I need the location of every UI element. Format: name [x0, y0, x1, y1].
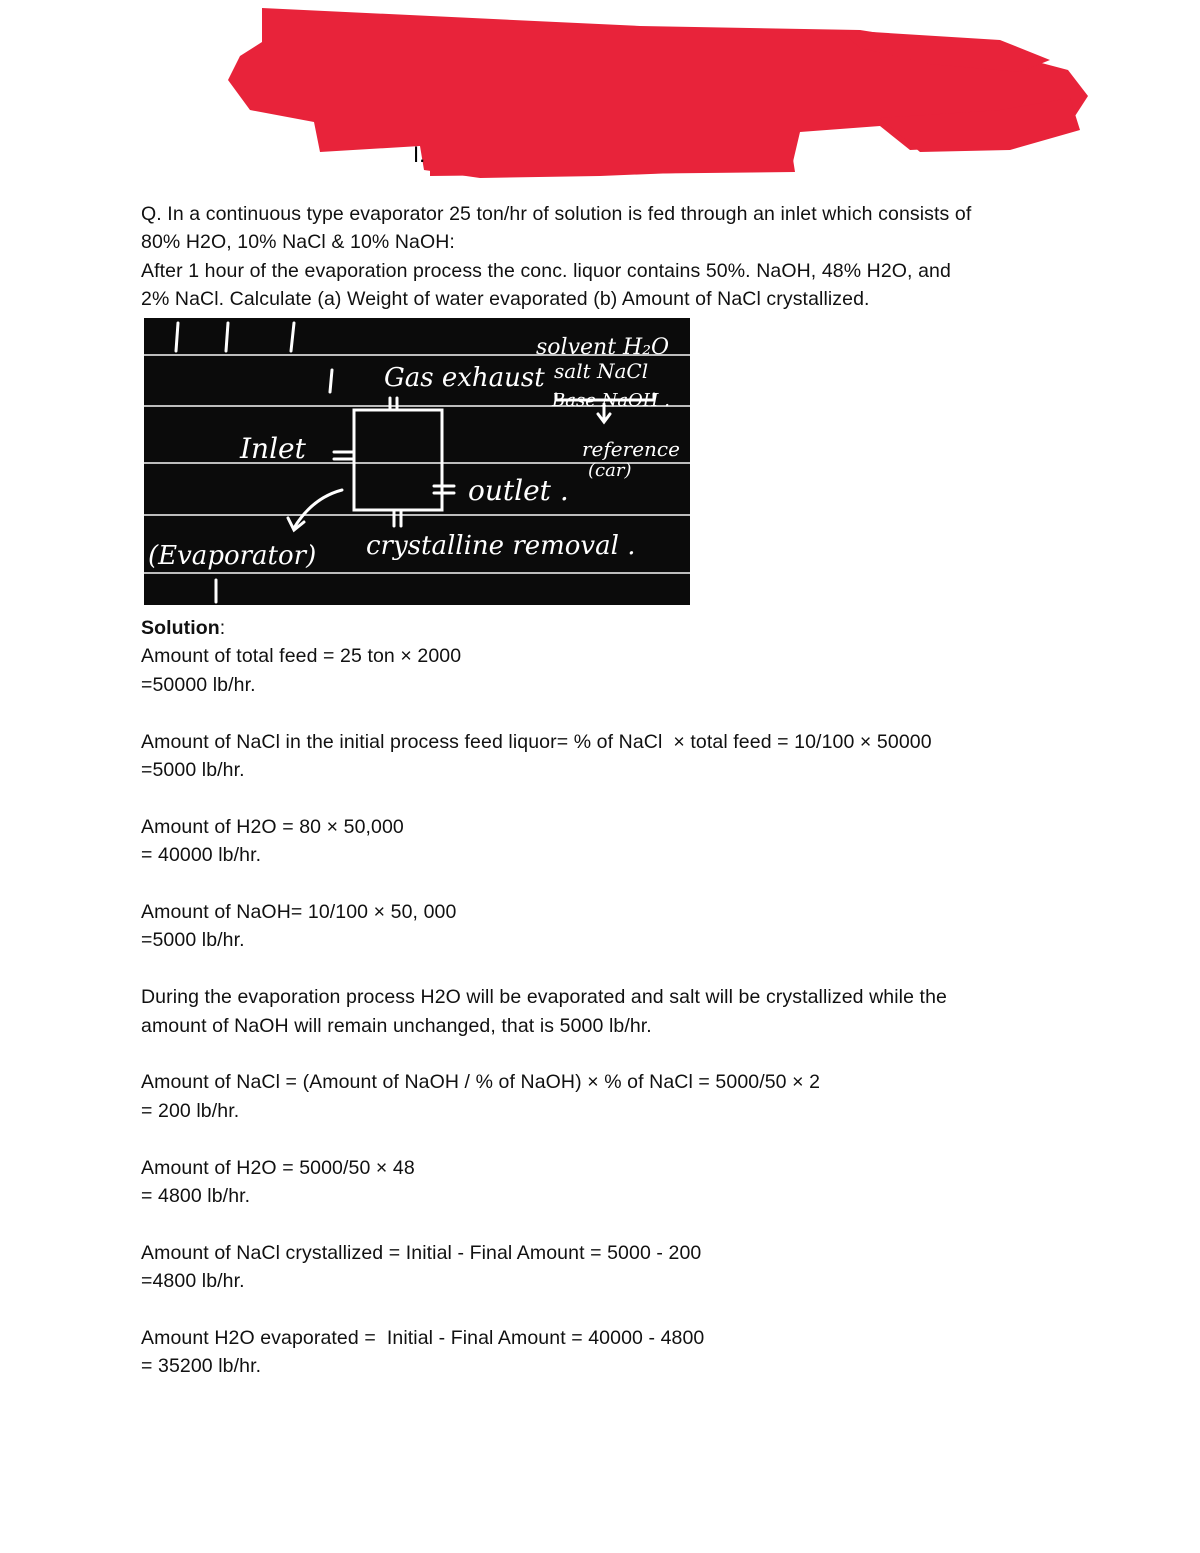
stray-mark: I. [413, 142, 426, 167]
solution-line: During the evaporation process H2O will be evaporated and salt will be crystallized while the [141, 986, 947, 1009]
solution-line: = 40000 lb/hr. [141, 844, 262, 867]
question-line: 80% H2O, 10% NaCl & 10% NaOH: [141, 231, 455, 254]
diagram-label-solvent: solvent H₂O [536, 335, 670, 360]
diagram-label-inlet: Inlet [240, 432, 306, 465]
solution-line: Amount of H2O = 5000/50 × 48 [141, 1156, 415, 1179]
solution-heading: Solution [141, 617, 220, 639]
redaction-scribble [0, 0, 1200, 200]
solution-line: Amount of NaCl in the initial process feed liquor= % of NaCl × total feed = 10/100 × 50000 [141, 730, 932, 753]
question-line: Q. In a continuous type evaporator 25 ton/hr of solution is fed through an inlet which consists of [141, 203, 972, 225]
question-block [141, 200, 1071, 314]
tick-mark [226, 323, 228, 351]
solution-line: = 35200 lb/hr. [141, 1355, 262, 1378]
question-line: 2% NaCl. Calculate (a) Weight of water evaporated (b) Amount of NaCl crystallized. [141, 288, 870, 311]
diagram-label-crystalline-removal: crystalline removal . [366, 531, 636, 561]
diagram-label-gas-exhaust: Gas exhaust [384, 363, 545, 393]
diagram-label-car: (car) [588, 460, 632, 481]
solution-line: Amount of NaOH= 10/100 × 50, 000 [141, 901, 457, 924]
tick-mark [176, 323, 178, 351]
solution-line: Amount H2O evaporated = Initial - Final Amount = 40000 - 4800 [141, 1327, 705, 1350]
solution-line: Amount of NaCl crystallized = Initial - Final Amount = 5000 - 200 [141, 1241, 702, 1264]
question-line: After 1 hour of the evaporation process the conc. liquor contains 50%. NaOH, 48% H2O, and [141, 259, 951, 282]
solution-line: =4800 lb/hr. [141, 1270, 245, 1293]
solution-line: amount of NaOH will remain unchanged, that is 5000 lb/hr. [141, 1014, 652, 1037]
solution-line: Amount of total feed = 25 ton × 2000 [141, 645, 462, 668]
tick-mark [330, 370, 332, 392]
diagram-label-evaporator: (Evaporator) [148, 541, 317, 571]
evaporator-diagram-photo [144, 318, 690, 605]
solution-line: =50000 lb/hr. [141, 673, 256, 696]
solution-line: Amount of NaCl = (Amount of NaOH / % of NaOH) × % of NaCl = 5000/50 × 2 [141, 1071, 821, 1094]
solution-block [141, 614, 1071, 1381]
diagram-label-outlet: outlet . [468, 474, 569, 507]
redaction-mark [430, 140, 795, 176]
diagram-label-base: Base NaOH . [552, 390, 670, 411]
diagram-label-salt: salt NaCl [554, 359, 649, 383]
solution-line: = 200 lb/hr. [141, 1099, 240, 1122]
solution-line: =5000 lb/hr. [141, 929, 245, 952]
solution-line: Amount of H2O = 80 × 50,000 [141, 815, 404, 838]
diagram-label-reference: reference [582, 437, 680, 461]
solution-heading-line [141, 614, 1071, 642]
solution-heading-colon: : [219, 617, 226, 639]
solution-line: =5000 lb/hr. [141, 759, 245, 782]
solution-line: = 4800 lb/hr. [141, 1185, 251, 1208]
